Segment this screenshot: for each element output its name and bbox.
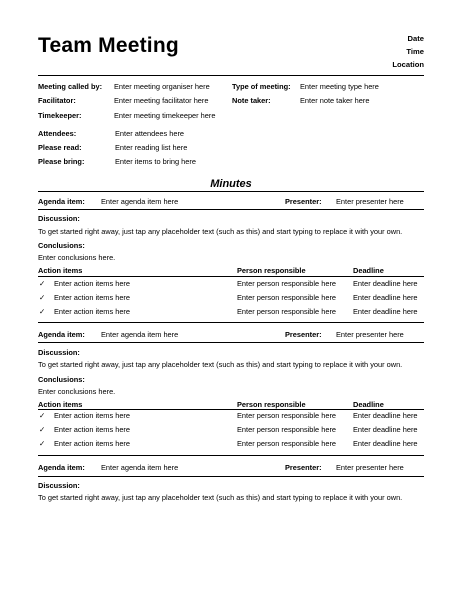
checkmark-icon: ✓ bbox=[39, 425, 46, 434]
time-label[interactable]: Time bbox=[406, 47, 424, 56]
attendees-label: Attendees: bbox=[38, 129, 77, 138]
checkmark-icon: ✓ bbox=[39, 307, 46, 316]
checkmark-icon: ✓ bbox=[39, 279, 46, 288]
deadline-field[interactable]: Enter deadline here bbox=[353, 279, 418, 288]
person-responsible-field[interactable]: Enter person responsible here bbox=[237, 293, 337, 302]
agenda-item-field[interactable]: Enter agenda item here bbox=[101, 330, 179, 339]
checkmark-icon: ✓ bbox=[39, 411, 46, 420]
action-item-field[interactable]: Enter action items here bbox=[54, 279, 130, 288]
discussion-label: Discussion: bbox=[38, 348, 80, 357]
type-field[interactable]: Enter meeting type here bbox=[300, 82, 379, 91]
action-table-divider bbox=[38, 276, 424, 277]
location-label[interactable]: Location bbox=[392, 60, 424, 69]
conclusions-label: Conclusions: bbox=[38, 241, 85, 250]
timekeeper-label: Timekeeper: bbox=[38, 111, 82, 120]
called-by-label: Meeting called by: bbox=[38, 82, 103, 91]
deadline-field[interactable]: Enter deadline here bbox=[353, 411, 418, 420]
action-item-field[interactable]: Enter action items here bbox=[54, 293, 130, 302]
action-item-field[interactable]: Enter action items here bbox=[54, 307, 130, 316]
person-responsible-field[interactable]: Enter person responsible here bbox=[237, 279, 337, 288]
agenda-divider bbox=[38, 476, 424, 477]
agenda-item-label: Agenda item: bbox=[38, 197, 85, 206]
attendees-field[interactable]: Enter attendees here bbox=[115, 129, 185, 138]
note-taker-field[interactable]: Enter note taker here bbox=[300, 96, 370, 105]
reading-label: Please read: bbox=[38, 143, 82, 152]
minutes-divider bbox=[38, 191, 424, 192]
discussion-text[interactable]: To get started right away, just tap any placeholder text (such as this) and start typing to replace it with your own. bbox=[38, 360, 403, 369]
date-label[interactable]: Date bbox=[407, 34, 424, 43]
agenda-divider bbox=[38, 209, 424, 210]
person-responsible-field[interactable]: Enter person responsible here bbox=[237, 439, 337, 448]
presenter-label: Presenter: bbox=[285, 197, 322, 206]
action-items-header: Action items bbox=[38, 266, 83, 275]
checkmark-icon: ✓ bbox=[39, 293, 46, 302]
deadline-header: Deadline bbox=[353, 400, 384, 409]
discussion-label: Discussion: bbox=[38, 481, 80, 490]
person-responsible-header: Person responsible bbox=[237, 266, 306, 275]
checkmark-icon: ✓ bbox=[39, 439, 46, 448]
deadline-field[interactable]: Enter deadline here bbox=[353, 307, 418, 316]
note-taker-label: Note taker: bbox=[232, 96, 271, 105]
presenter-label: Presenter: bbox=[285, 463, 322, 472]
action-table-divider bbox=[38, 409, 424, 410]
section-divider bbox=[38, 455, 424, 456]
person-responsible-field[interactable]: Enter person responsible here bbox=[237, 411, 337, 420]
timekeeper-field[interactable]: Enter meeting timekeeper here bbox=[114, 111, 216, 120]
discussion-text[interactable]: To get started right away, just tap any placeholder text (such as this) and start typing to replace it with your own. bbox=[38, 227, 403, 236]
agenda-item-field[interactable]: Enter agenda item here bbox=[101, 197, 179, 206]
agenda-item-label: Agenda item: bbox=[38, 463, 85, 472]
deadline-header: Deadline bbox=[353, 266, 384, 275]
action-item-field[interactable]: Enter action items here bbox=[54, 425, 130, 434]
discussion-text[interactable]: To get started right away, just tap any placeholder text (such as this) and start typing to replace it with your own. bbox=[38, 493, 403, 502]
person-responsible-field[interactable]: Enter person responsible here bbox=[237, 425, 337, 434]
action-items-header: Action items bbox=[38, 400, 83, 409]
page-title[interactable]: Team Meeting bbox=[38, 34, 179, 57]
presenter-field[interactable]: Enter presenter here bbox=[336, 463, 404, 472]
person-responsible-header: Person responsible bbox=[237, 400, 306, 409]
facilitator-field[interactable]: Enter meeting facilitator here bbox=[114, 96, 209, 105]
minutes-heading: Minutes bbox=[210, 178, 252, 190]
deadline-field[interactable]: Enter deadline here bbox=[353, 293, 418, 302]
action-item-field[interactable]: Enter action items here bbox=[54, 411, 130, 420]
section-divider bbox=[38, 322, 424, 323]
action-item-field[interactable]: Enter action items here bbox=[54, 439, 130, 448]
type-label: Type of meeting: bbox=[232, 82, 291, 91]
agenda-divider bbox=[38, 342, 424, 343]
presenter-label: Presenter: bbox=[285, 330, 322, 339]
bring-label: Please bring: bbox=[38, 157, 85, 166]
conclusions-text[interactable]: Enter conclusions here. bbox=[38, 387, 116, 396]
conclusions-text[interactable]: Enter conclusions here. bbox=[38, 253, 116, 262]
discussion-label: Discussion: bbox=[38, 214, 80, 223]
deadline-field[interactable]: Enter deadline here bbox=[353, 425, 418, 434]
bring-field[interactable]: Enter items to bring here bbox=[115, 157, 196, 166]
person-responsible-field[interactable]: Enter person responsible here bbox=[237, 307, 337, 316]
presenter-field[interactable]: Enter presenter here bbox=[336, 330, 404, 339]
called-by-field[interactable]: Enter meeting organiser here bbox=[114, 82, 210, 91]
header-divider bbox=[38, 75, 424, 76]
agenda-item-label: Agenda item: bbox=[38, 330, 85, 339]
facilitator-label: Facilitator: bbox=[38, 96, 76, 105]
reading-field[interactable]: Enter reading list here bbox=[115, 143, 188, 152]
presenter-field[interactable]: Enter presenter here bbox=[336, 197, 404, 206]
conclusions-label: Conclusions: bbox=[38, 375, 85, 384]
agenda-item-field[interactable]: Enter agenda item here bbox=[101, 463, 179, 472]
deadline-field[interactable]: Enter deadline here bbox=[353, 439, 418, 448]
